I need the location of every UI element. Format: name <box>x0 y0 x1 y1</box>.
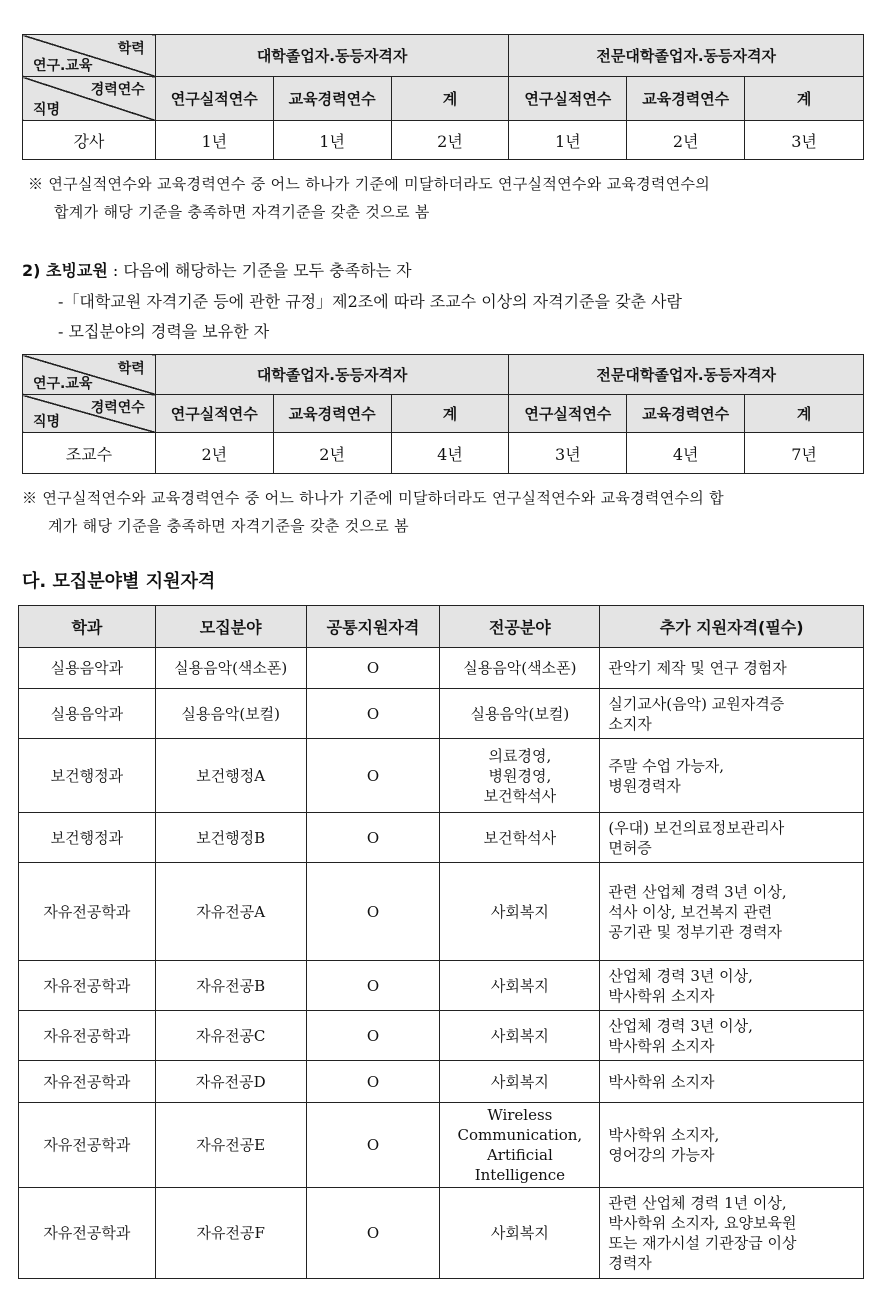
header-corner-bottom: 경력연수 직명 <box>23 77 156 121</box>
extra-line: 박사학위 소지자, <box>608 1126 720 1144</box>
major-line: Intelligence <box>474 1166 566 1184</box>
header-group-college: 전문대학졸업자.동등자격자 <box>509 35 864 77</box>
table-cell: 1년 <box>155 121 273 160</box>
dept-cell: 자유전공학과 <box>19 1103 156 1188</box>
extra-line: 실기교사(음악) 교원자격증 <box>608 694 785 713</box>
dept-cell: 자유전공학과 <box>19 863 156 961</box>
table-cell: 3년 <box>745 121 864 160</box>
table-row <box>19 863 864 961</box>
extra-line: 영어강의 가능자 <box>608 1146 715 1164</box>
col-research-years: 연구실적연수 <box>509 395 627 433</box>
row-title: 조교수 <box>23 433 156 474</box>
header-group-univ: 대학졸업자.동등자격자 <box>155 355 509 395</box>
header-corner-bottom: 경력연수 직명 <box>23 395 156 433</box>
extra-line: 주말 수업 가능자, <box>608 756 725 775</box>
extra-line: 관악기 제작 및 연구 경험자 <box>608 659 787 677</box>
col-total: 계 <box>391 77 509 121</box>
dept-cell: 자유전공학과 <box>19 961 156 1011</box>
major-cell <box>440 1188 600 1279</box>
table-cell: 1년 <box>273 121 391 160</box>
extra-cell <box>600 648 864 689</box>
major-line: Artificial <box>486 1146 553 1164</box>
field-cell: 보건행정B <box>155 813 306 863</box>
major-cell <box>440 813 600 863</box>
field-cell: 자유전공B <box>155 961 306 1011</box>
major-line: 사회복지 <box>490 1026 549 1045</box>
table-cell: 3년 <box>509 433 627 474</box>
major-line: 실용음악(색소폰) <box>463 659 577 677</box>
table-row <box>19 1103 864 1188</box>
major-cell <box>440 863 600 961</box>
major-line: 보건학석사 <box>483 786 557 805</box>
extra-line: 산업체 경력 3년 이상, <box>608 966 753 985</box>
extra-line: 석사 이상, 보건복지 관련 <box>608 902 773 921</box>
table-row <box>19 813 864 863</box>
field-qualification-table <box>18 605 864 1279</box>
extra-line: 소지자 <box>608 714 652 733</box>
major-cell <box>440 1061 600 1103</box>
dept-cell: 실용음악과 <box>19 648 156 689</box>
table-row <box>19 648 864 689</box>
extra-line: 박사학위 소지자 <box>608 1036 715 1055</box>
common-cell: O <box>306 739 440 813</box>
field-cell: 자유전공F <box>155 1188 306 1279</box>
field-cell: 자유전공D <box>155 1061 306 1103</box>
major-line: 실용음악(보컬) <box>470 704 570 723</box>
dept-cell: 보건행정과 <box>19 739 156 813</box>
extra-line: 공기관 및 정부기관 경력자 <box>608 922 783 941</box>
extra-line: 관련 산업체 경력 3년 이상, <box>608 882 787 901</box>
col-total: 계 <box>745 77 864 121</box>
field-cell: 자유전공A <box>155 863 306 961</box>
extra-line: 또는 재가시설 기관장급 이상 <box>608 1234 797 1252</box>
major-line: Communication, <box>457 1126 583 1144</box>
common-cell: O <box>306 813 440 863</box>
major-cell <box>440 648 600 689</box>
field-table-body <box>19 648 864 1279</box>
extra-line: 박사학위 소지자 <box>608 986 715 1005</box>
extra-line: 박사학위 소지자 <box>608 1072 715 1091</box>
note-1 <box>28 170 710 226</box>
row-title: 강사 <box>23 121 156 160</box>
header-corner-top: 학력 연구.교육 <box>23 35 156 77</box>
table-cell: 2년 <box>273 433 391 474</box>
major-line: 사회복지 <box>490 1224 549 1242</box>
dept-cell: 자유전공학과 <box>19 1011 156 1061</box>
col-field: 모집분야 <box>155 606 306 648</box>
extra-line: 경력자 <box>608 1254 652 1272</box>
note-line: ※ 연구실적연수와 교육경력연수 중 어느 하나가 기준에 미달하더라도 연구실적연수와 교육경력연수의 <box>28 175 711 193</box>
field-cell: 자유전공E <box>155 1103 306 1188</box>
col-edu-years: 교육경력연수 <box>627 77 745 121</box>
major-cell <box>440 689 600 739</box>
col-edu-years: 교육경력연수 <box>627 395 745 433</box>
major-line: Wireless <box>487 1106 553 1124</box>
extra-line: 관련 산업체 경력 1년 이상, <box>608 1194 787 1212</box>
header-group-univ: 대학졸업자.동등자격자 <box>155 35 509 77</box>
table-row <box>19 739 864 813</box>
extra-cell <box>600 1188 864 1279</box>
major-cell <box>440 1011 600 1061</box>
table-cell: 1년 <box>509 121 627 160</box>
col-research-years: 연구실적연수 <box>155 77 273 121</box>
col-dept: 학과 <box>19 606 156 648</box>
extra-line: 산업체 경력 3년 이상, <box>608 1016 753 1035</box>
col-edu-years: 교육경력연수 <box>273 395 391 433</box>
extra-cell <box>600 863 864 961</box>
table-cell: 4년 <box>627 433 745 474</box>
field-cell: 자유전공C <box>155 1011 306 1061</box>
major-line: 보건학석사 <box>483 828 557 847</box>
dept-cell: 자유전공학과 <box>19 1061 156 1103</box>
table-row <box>19 1011 864 1061</box>
table-cell: 7년 <box>745 433 864 474</box>
major-line: 사회복지 <box>490 1072 549 1091</box>
field-cell: 보건행정A <box>155 739 306 813</box>
major-line: 의료경영, <box>488 746 552 765</box>
field-cell: 실용음악(색소폰) <box>155 648 306 689</box>
dept-cell: 보건행정과 <box>19 813 156 863</box>
major-line: 병원경영, <box>488 766 552 785</box>
major-cell <box>440 961 600 1011</box>
table-row <box>19 1188 864 1279</box>
table-cell: 2년 <box>155 433 273 474</box>
note-line: ※ 연구실적연수와 교육경력연수 중 어느 하나가 기준에 미달하더라도 연구실적연수와 교육경력연수의 합 <box>22 489 724 507</box>
table-cell: 2년 <box>627 121 745 160</box>
extra-line: (우대) 보건의료정보관리사 <box>608 818 785 837</box>
common-cell: O <box>306 648 440 689</box>
field-cell: 실용음악(보컬) <box>155 689 306 739</box>
extra-line: 병원경력자 <box>608 776 681 795</box>
extra-cell <box>600 813 864 863</box>
extra-cell <box>600 689 864 739</box>
common-cell: O <box>306 1061 440 1103</box>
major-line: 사회복지 <box>490 976 549 995</box>
qualification-table-lecturer <box>22 34 864 160</box>
common-cell: O <box>306 1188 440 1279</box>
dept-cell: 실용음악과 <box>19 689 156 739</box>
table-row <box>19 961 864 1011</box>
criteria-bullet: - 모집분야의 경력을 보유한 자 <box>58 322 270 341</box>
extra-line: 면허증 <box>608 838 652 857</box>
note-line: 합계가 해당 기준을 충족하면 자격기준을 갖춘 것으로 봄 <box>54 203 430 221</box>
table-cell: 4년 <box>391 433 509 474</box>
extra-cell <box>600 961 864 1011</box>
col-research-years: 연구실적연수 <box>155 395 273 433</box>
note-2 <box>22 484 724 540</box>
major-cell <box>440 739 600 813</box>
major-line: 사회복지 <box>490 902 549 921</box>
table-row <box>19 1061 864 1103</box>
col-major: 전공분야 <box>440 606 600 648</box>
section-heading-visiting-faculty: 2) 초빙교원 : 다음에 해당하는 기준을 모두 충족하는 자 <box>22 261 412 280</box>
major-cell <box>440 1103 600 1188</box>
col-total: 계 <box>745 395 864 433</box>
header-corner-top: 학력 연구.교육 <box>23 355 156 395</box>
extra-line: 박사학위 소지자, 요양보육원 <box>608 1214 797 1232</box>
common-cell: O <box>306 1103 440 1188</box>
table-cell: 2년 <box>391 121 509 160</box>
note-line: 계가 해당 기준을 충족하면 자격기준을 갖춘 것으로 봄 <box>48 517 409 535</box>
qualification-table-assistant-professor <box>22 354 864 474</box>
table-row <box>19 689 864 739</box>
extra-cell <box>600 1011 864 1061</box>
common-cell: O <box>306 961 440 1011</box>
common-cell: O <box>306 1011 440 1061</box>
col-edu-years: 교육경력연수 <box>273 77 391 121</box>
col-total: 계 <box>391 395 509 433</box>
common-cell: O <box>306 863 440 961</box>
col-common: 공통지원자격 <box>306 606 440 648</box>
extra-cell <box>600 739 864 813</box>
col-research-years: 연구실적연수 <box>509 77 627 121</box>
criteria-bullet: -「대학교원 자격기준 등에 관한 규정」제2조에 따라 조교수 이상의 자격기준을 갖춘 사람 <box>58 292 682 311</box>
header-group-college: 전문대학졸업자.동등자격자 <box>509 355 864 395</box>
common-cell: O <box>306 689 440 739</box>
extra-cell <box>600 1061 864 1103</box>
col-extra: 추가 지원자격(필수) <box>600 606 864 648</box>
dept-cell: 자유전공학과 <box>19 1188 156 1279</box>
section-heading-field-qualifications: 다. 모집분야별 지원자격 <box>22 571 216 592</box>
extra-cell <box>600 1103 864 1188</box>
